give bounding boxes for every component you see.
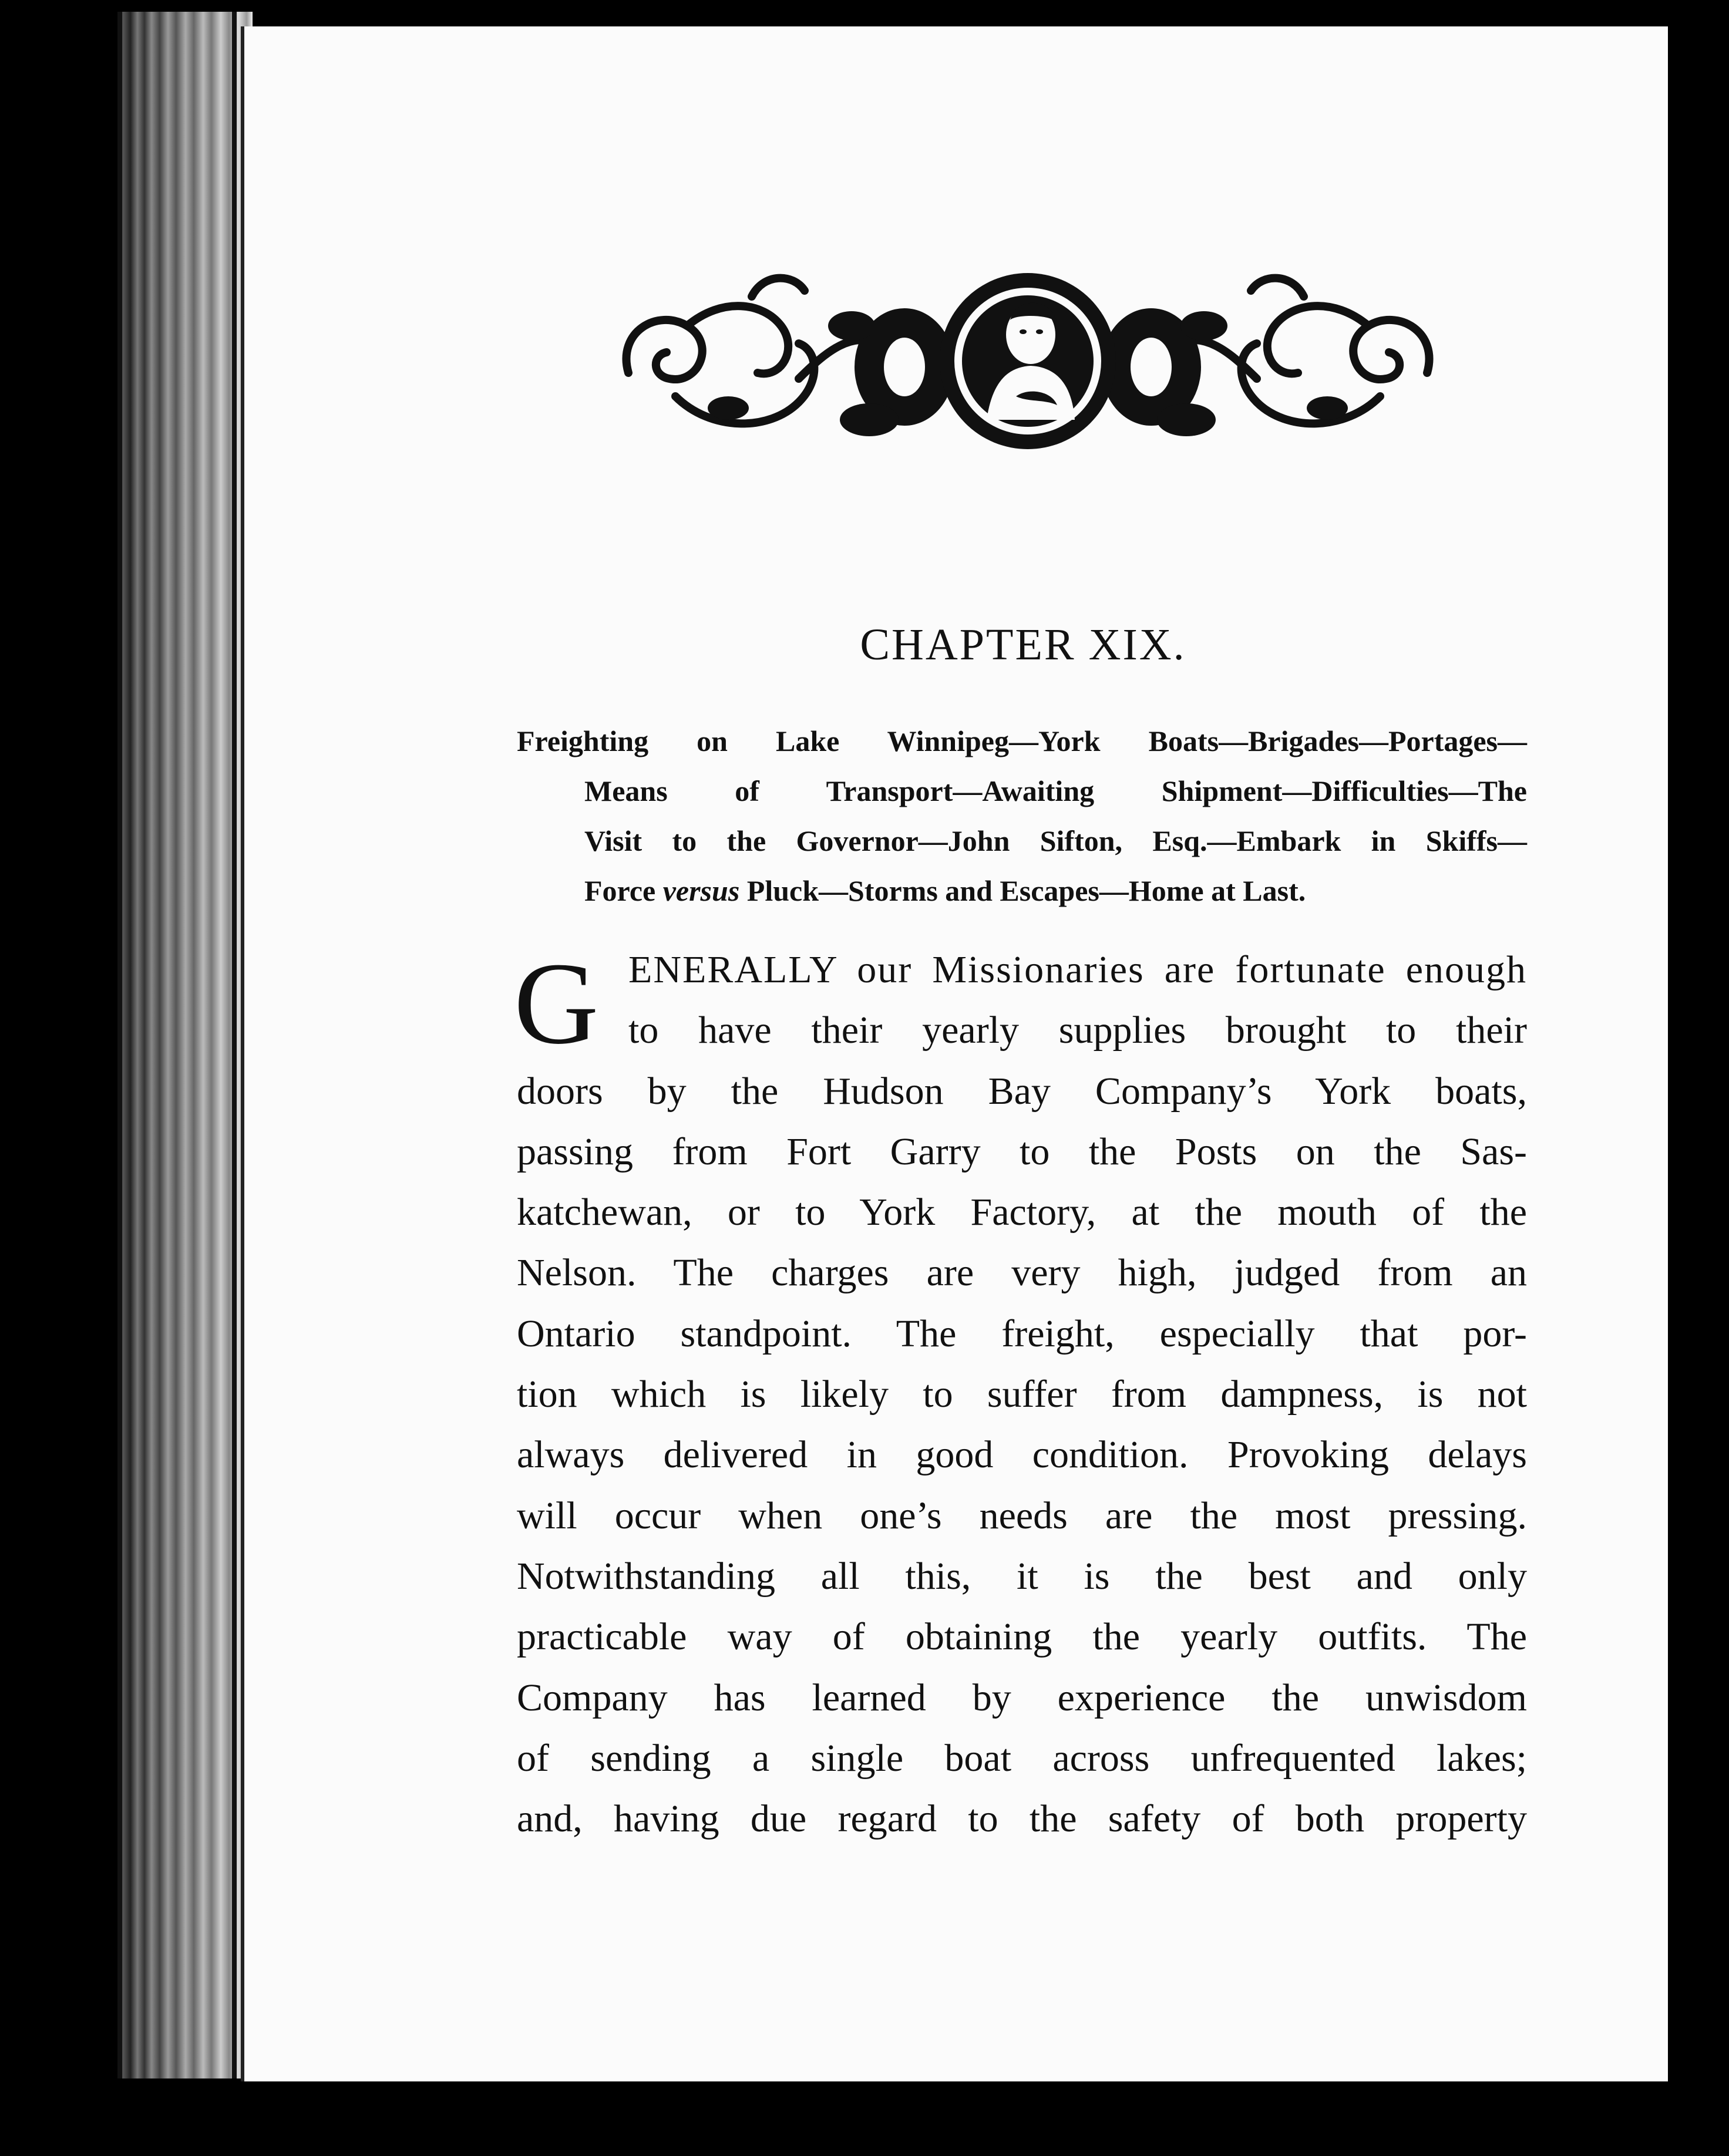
body-line: tion which is likely to suffer from dampness, is not <box>517 1373 1527 1416</box>
body-line: practicable way of obtaining the yearly outfits. The <box>517 1615 1527 1659</box>
binding-line <box>117 12 122 2078</box>
body-line: will occur when one’s needs are the most pressing. <box>517 1494 1527 1537</box>
synopsis-line: Freighting on Lake Winnipeg—York Boats—Brigades—Portages— <box>517 725 1527 757</box>
drop-cap: G <box>514 939 599 1069</box>
synopsis-text: Pluck—Storms and Escapes—Home at Last. <box>739 874 1306 907</box>
body-line: Nelson. The charges are very high, judged from an <box>517 1251 1527 1295</box>
synopsis-line: Means of Transport—Awaiting Shipment—Difficulties—The <box>584 774 1527 807</box>
scan-background-right <box>1668 0 1729 2156</box>
body-line: Ontario standpoint. The freight, especially that por- <box>517 1312 1527 1355</box>
body-line: Company has learned by experience the unwisdom <box>517 1676 1527 1719</box>
body-line: and, having due regard to the safety of both property <box>517 1797 1527 1841</box>
synopsis-text: Force <box>584 874 663 907</box>
synopsis-line <box>517 866 1527 916</box>
body-line: always delivered in good condition. Provoking delays <box>517 1433 1527 1477</box>
synopsis-italic-word: versus <box>662 874 740 907</box>
body-line: ENERALLY our Missionaries are fortunate enough <box>628 948 1527 991</box>
body-line: doors by the Hudson Bay Company’s York boats, <box>517 1069 1527 1113</box>
body-line: of sending a single boat across unfrequented lakes; <box>517 1736 1527 1780</box>
body-paragraph <box>517 939 1527 1849</box>
chapter-synopsis <box>517 716 1527 916</box>
body-line: katchewan, or to York Factory, at the mouth of the <box>517 1191 1527 1234</box>
body-line: passing from Fort Garry to the Posts on the Sas- <box>517 1130 1527 1173</box>
chapter-title: CHAPTER XIX. <box>860 620 1186 669</box>
synopsis-line: Visit to the Governor—John Sifton, Esq.—Embark in Skiffs— <box>584 824 1527 857</box>
body-line: Notwithstanding all this, it is the best and only <box>517 1554 1527 1598</box>
floral-headpiece-icon <box>605 261 1451 461</box>
binding-line <box>232 12 237 2078</box>
body-line: to have their yearly supplies brought to their <box>628 1009 1527 1052</box>
